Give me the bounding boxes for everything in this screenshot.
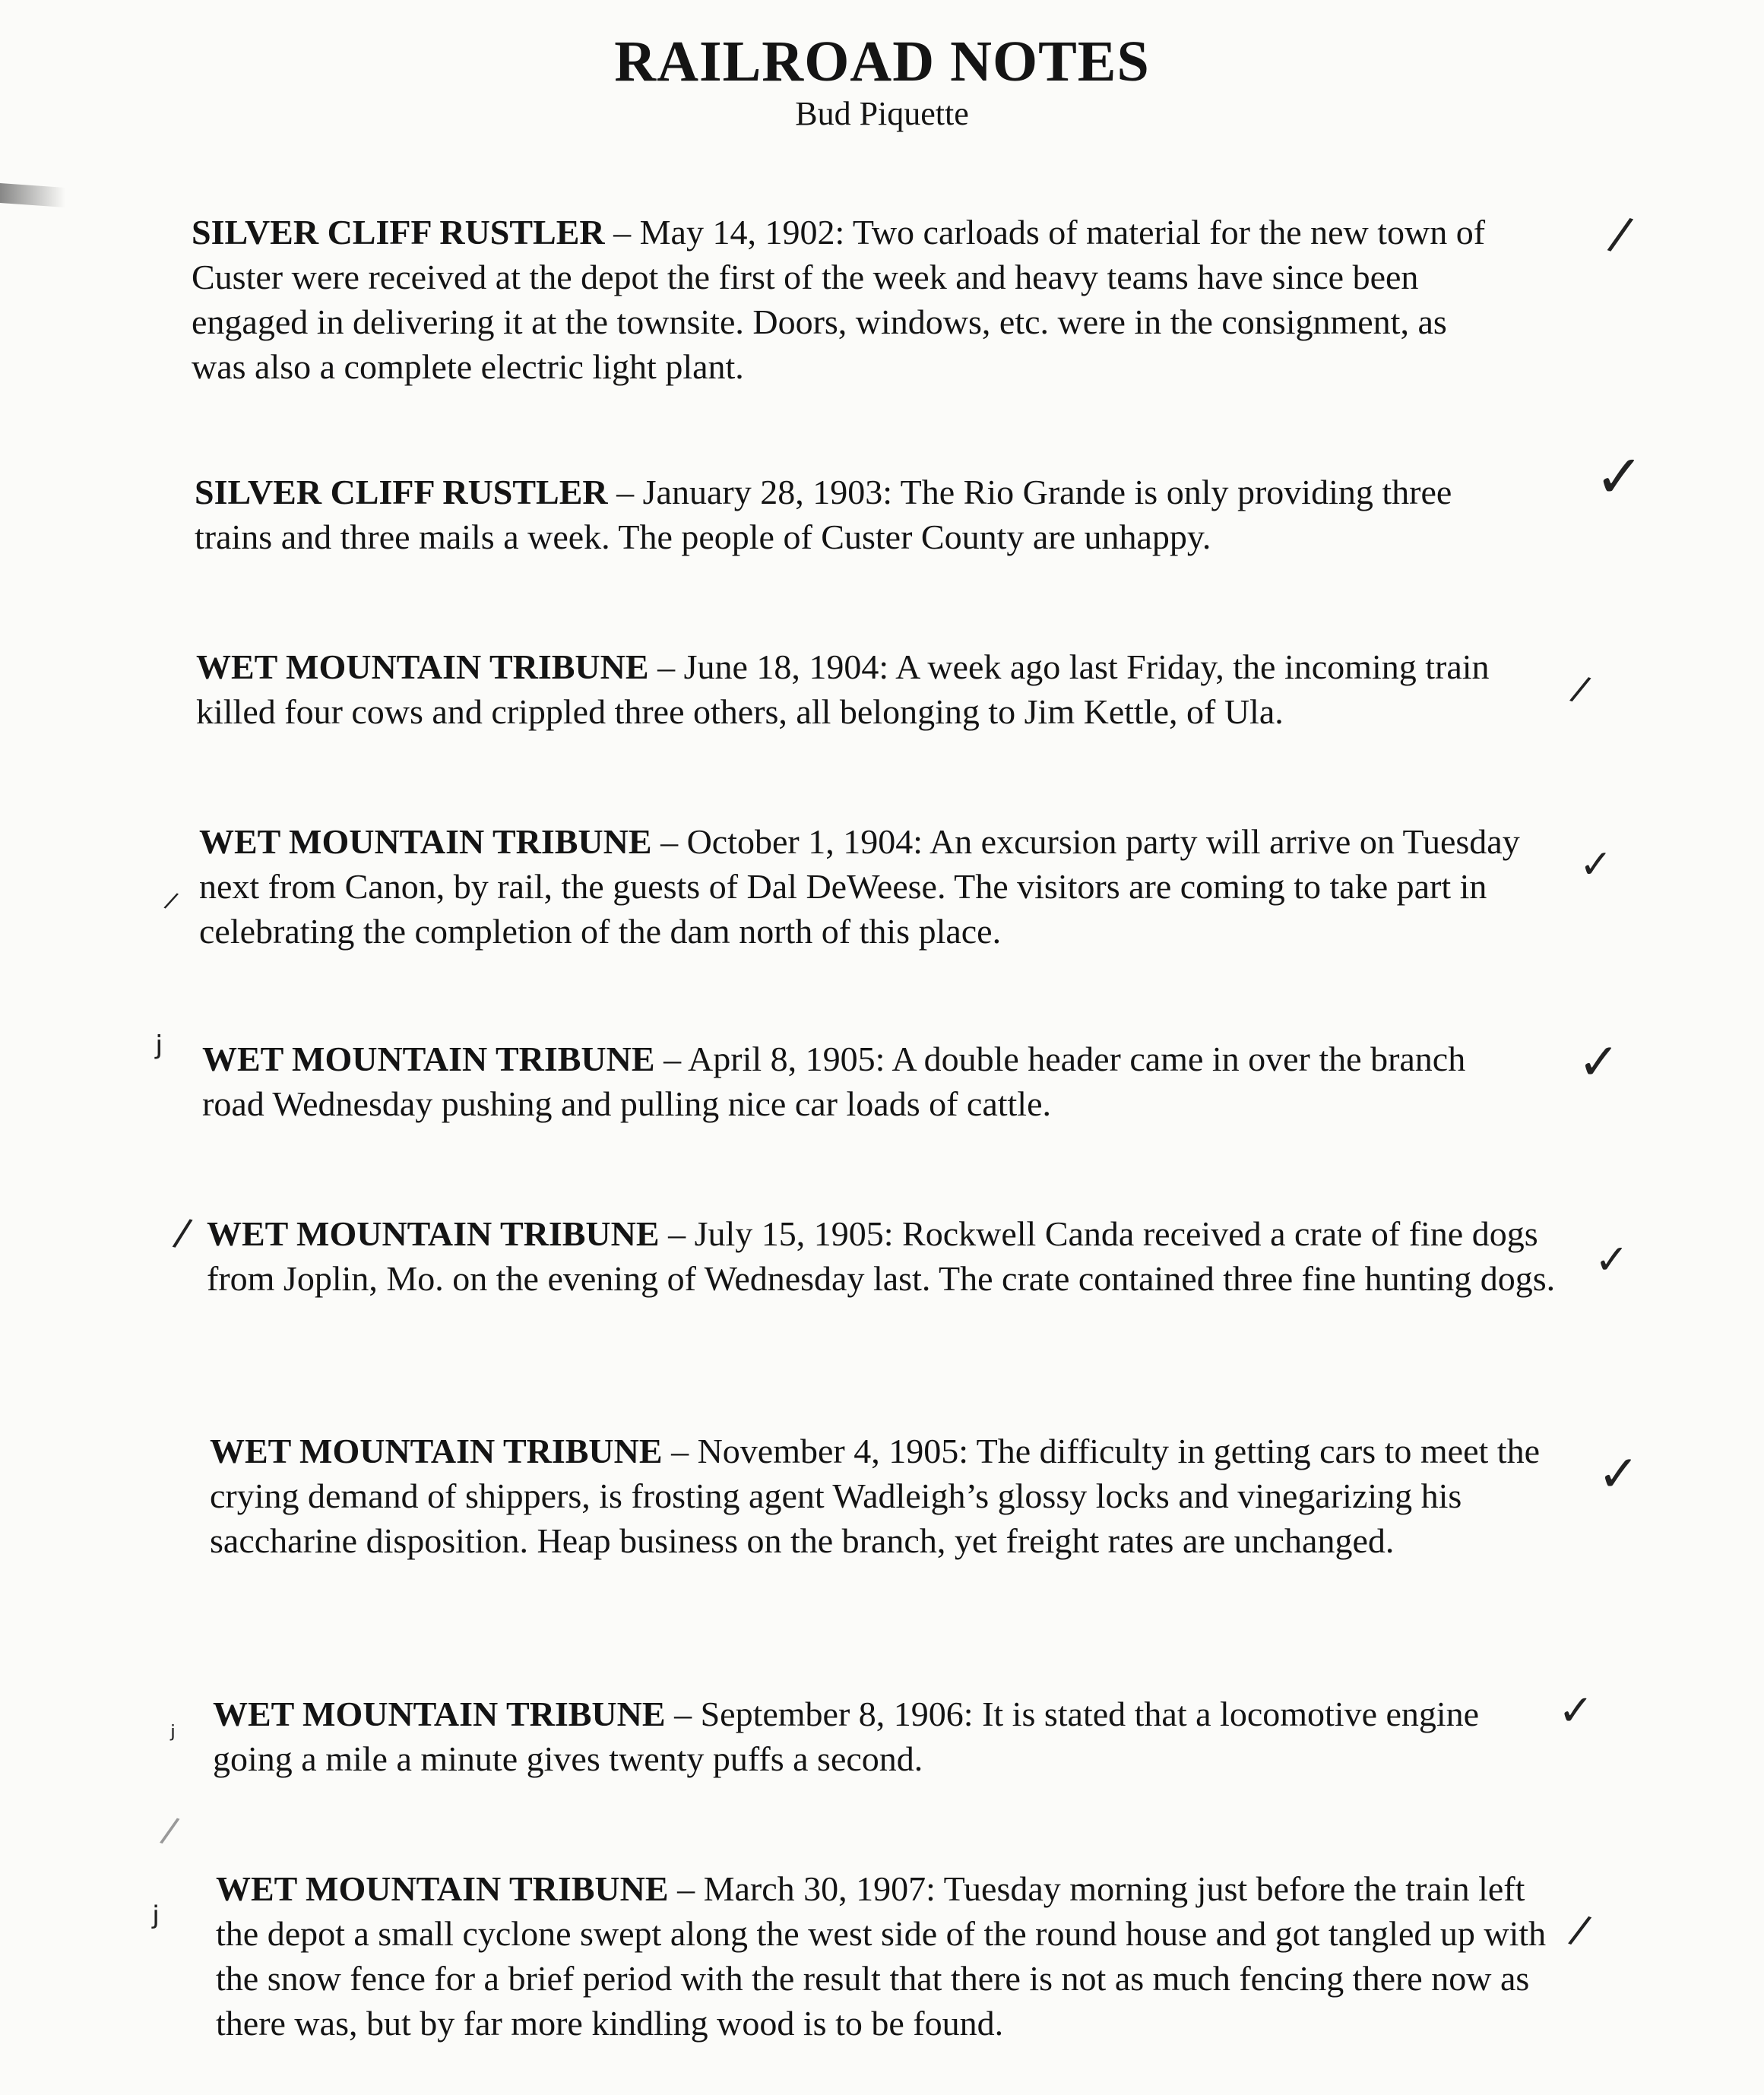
- note-date: November 4, 1905:: [697, 1432, 968, 1470]
- note-separator: –: [659, 1214, 695, 1253]
- page-title: RAILROAD NOTES: [614, 30, 1150, 93]
- note-separator: –: [607, 473, 643, 511]
- note-text: It is stated that a locomotive engine going a mile a minute gives twenty puffs a second.: [213, 1695, 1480, 1778]
- note-date: April 8, 1905:: [688, 1040, 885, 1078]
- note-date: June 18, 1904:: [683, 647, 889, 686]
- check-mark-icon: ✓: [1598, 1445, 1640, 1503]
- scan-edge-mark: [0, 183, 65, 207]
- note-separator: –: [604, 213, 640, 252]
- note-text: Tuesday morning just before the train left the depot a small cyclone swept along the west side of the round house and got tangled up with the snow fence for a brief period with the result that there is not as much fencing there now as there was, but by far more kindling wood is to be found.: [216, 1869, 1547, 2043]
- note-source: WET MOUNTAIN TRIBUNE: [216, 1869, 669, 1908]
- tick-mark-icon: /: [162, 887, 181, 915]
- tick-mark-icon: ʲ: [152, 1897, 160, 1948]
- note-date: May 14, 1902:: [639, 213, 845, 252]
- note-separator: –: [662, 1432, 698, 1470]
- tick-mark-icon: /: [170, 1209, 195, 1256]
- note-source: WET MOUNTAIN TRIBUNE: [213, 1695, 666, 1733]
- note-text: A week ago last Friday, the incoming train killed four cows and crippled three others, all belonging to Jim Kettle, of Ula.: [196, 647, 1490, 731]
- check-mark-icon: /: [1604, 206, 1636, 262]
- note-source: SILVER CLIFF RUSTLER: [192, 213, 605, 252]
- note-text: Rockwell Canda received a crate of fine dogs from Joplin, Mo. on the evening of Wednesday last. The crate contained three fine hunting dogs.: [207, 1214, 1556, 1298]
- note-source: WET MOUNTAIN TRIBUNE: [196, 647, 649, 686]
- check-mark-icon: ✓: [1558, 1686, 1594, 1736]
- tick-mark-icon: ʲ: [170, 1720, 176, 1755]
- note-entry: [210, 1429, 1566, 1563]
- note-text: The difficulty in getting cars to meet the crying demand of shippers, is frosting agent Wadleigh’s glossy locks and vinegarizing his saccharine disposition. Heap business on the branch, yet freight rates are unchanged.: [210, 1432, 1540, 1560]
- note-separator: –: [668, 1869, 704, 1908]
- note-separator: –: [654, 1040, 689, 1078]
- author-byline: Bud Piquette: [795, 95, 969, 132]
- note-entry: [202, 1036, 1494, 1126]
- note-text: An excursion party will arrive on Tuesday next from Canon, by rail, the guests of Dal DeWeese. The visitors are coming to take part in celebrating the completion of the dam north of this place.: [199, 822, 1520, 951]
- note-separator: –: [651, 822, 687, 861]
- check-mark-icon: /: [1567, 667, 1595, 710]
- tick-mark-icon: /: [158, 1808, 182, 1852]
- note-date: January 28, 1903:: [642, 473, 892, 511]
- note-separator: –: [648, 647, 684, 686]
- note-entry: [195, 470, 1498, 559]
- note-source: WET MOUNTAIN TRIBUNE: [210, 1432, 663, 1470]
- note-entry: [196, 644, 1550, 734]
- note-source: WET MOUNTAIN TRIBUNE: [199, 822, 652, 861]
- note-date: July 15, 1905:: [694, 1214, 894, 1253]
- note-entry: [213, 1692, 1535, 1781]
- note-entry: [216, 1866, 1576, 2046]
- note-entry: [207, 1211, 1567, 1301]
- check-mark-icon: /: [1566, 1906, 1595, 1954]
- note-date: March 30, 1907:: [703, 1869, 936, 1908]
- tick-mark-icon: ʲ: [155, 1027, 163, 1080]
- check-mark-icon: ✓: [1595, 1236, 1629, 1283]
- note-source: WET MOUNTAIN TRIBUNE: [202, 1040, 655, 1078]
- note-entry: [192, 210, 1506, 389]
- check-mark-icon: ✓: [1578, 1033, 1620, 1091]
- note-source: WET MOUNTAIN TRIBUNE: [207, 1214, 660, 1253]
- note-date: October 1, 1904:: [686, 822, 923, 861]
- note-separator: –: [665, 1695, 701, 1733]
- note-entry: [199, 819, 1525, 954]
- note-text: The Rio Grande is only providing three trains and three mails a week. The people of Custer County are unhappy.: [195, 473, 1452, 556]
- note-date: September 8, 1906:: [700, 1695, 974, 1733]
- note-text: A double header came in over the branch road Wednesday pushing and pulling nice car loads of cattle.: [202, 1040, 1466, 1123]
- check-mark-icon: ✓: [1579, 842, 1613, 888]
- check-mark-icon: ✓: [1595, 443, 1645, 511]
- note-source: SILVER CLIFF RUSTLER: [195, 473, 608, 511]
- note-text: Two carloads of material for the new town of Custer were received at the depot the first of the week and heavy teams have since been engaged in delivering it at the townsite. Doors, windows, etc. were in the consignment, as was also a complete electric light plant.: [192, 213, 1486, 386]
